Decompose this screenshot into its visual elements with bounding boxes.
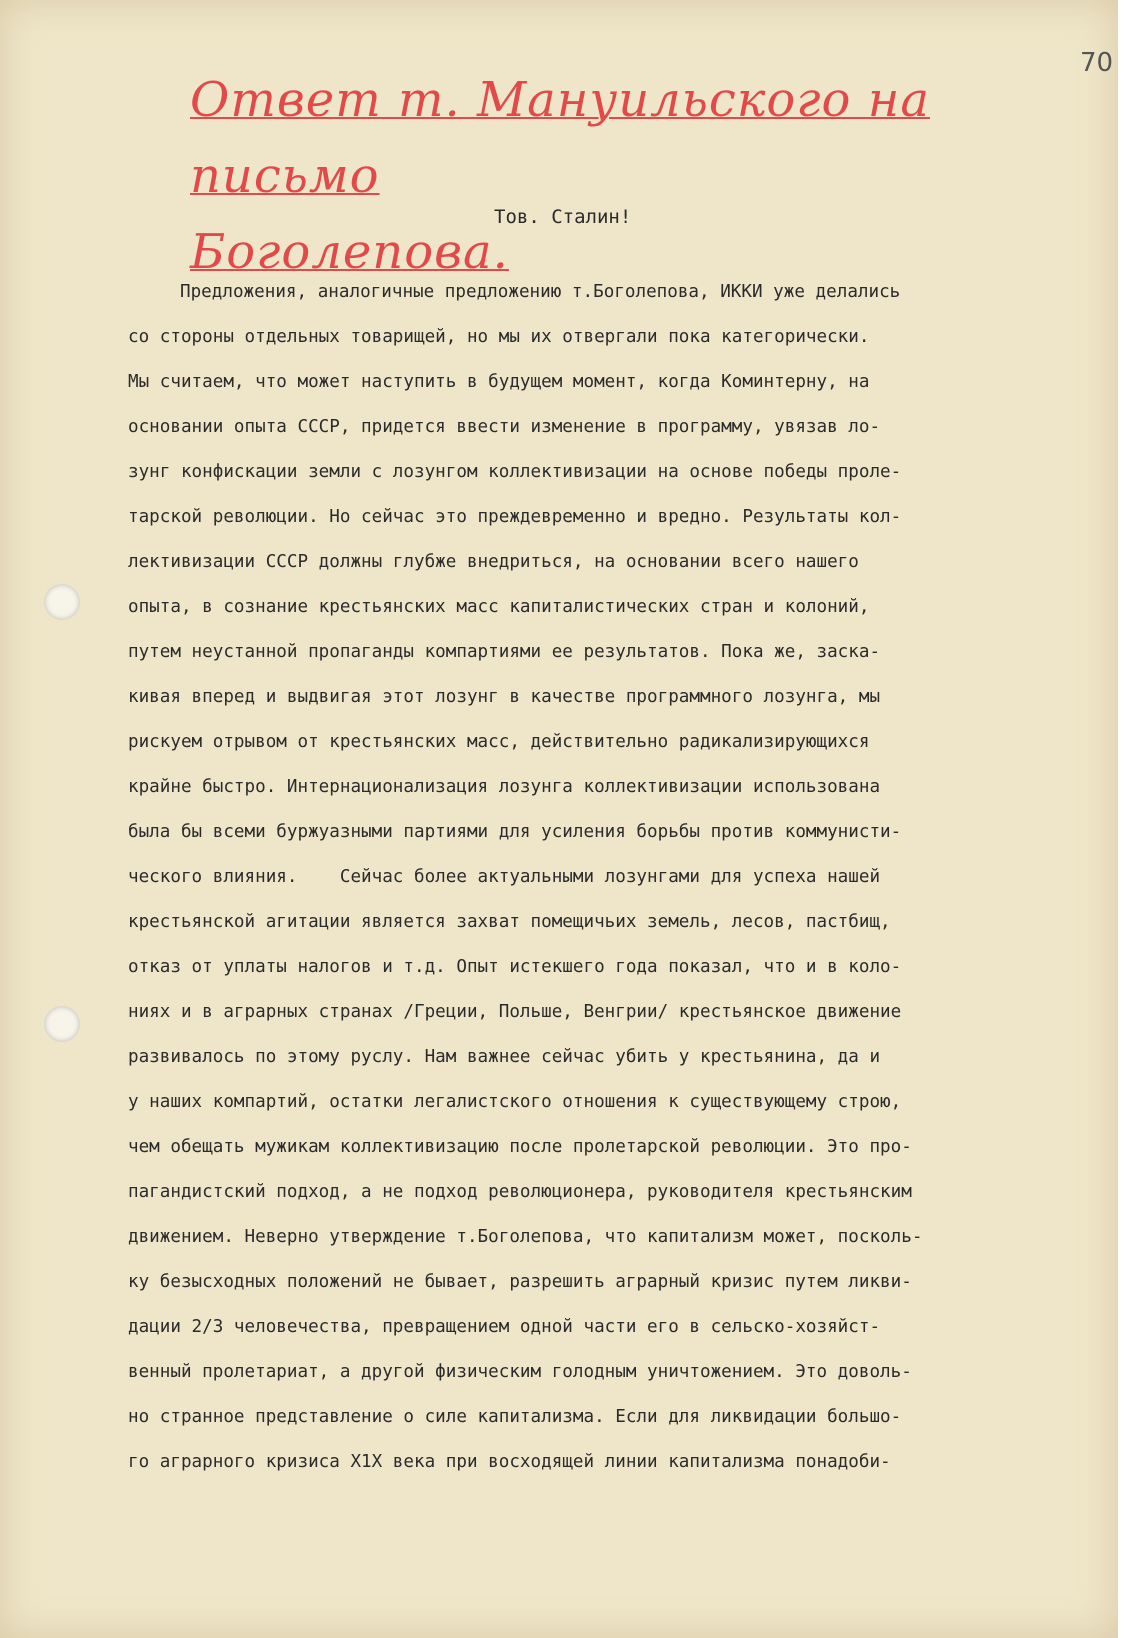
text-line: го аграрного кризиса Х1Х века при восходящей линии капитализма понадоби-	[128, 1452, 891, 1472]
text-line: ку безысходных положений не бывает, разрешить аграрный кризис путем ликви-	[128, 1272, 912, 1292]
text-line: ниях и в аграрных странах /Греции, Польше, Венгрии/ крестьянское движение	[128, 1002, 902, 1022]
text-line: крестьянской агитации является захват помещичьих земель, лесов, пастбищ,	[128, 912, 891, 932]
text-line: венный пролетариат, а другой физическим голодным уничтожением. Это доволь-	[128, 1362, 912, 1382]
text-line: основании опыта СССР, придется ввести изменение в программу, увязав ло-	[128, 417, 881, 437]
text-line: развивалось по этому руслу. Нам важнее сейчас убить у крестьянина, да и	[128, 1047, 881, 1067]
text-line: опыта, в сознание крестьянских масс капиталистических стран и колоний,	[128, 597, 870, 617]
punch-hole	[44, 1006, 80, 1042]
text-line: со стороны отдельных товарищей, но мы их отвергали пока категорически.	[128, 327, 870, 347]
text-line: путем неустанной пропаганды компартиями ее результатов. Пока же, заска-	[128, 642, 881, 662]
greeting: Тов. Сталин!	[494, 206, 632, 228]
text-line: кивая вперед и выдвигая этот лозунг в качестве программного лозунга, мы	[128, 687, 881, 707]
text-line: Мы считаем, что может наступить в будущем момент, когда Коминтерну, на	[128, 372, 870, 392]
text-line: была бы всеми буржуазными партиями для усиления борьбы против коммунисти-	[128, 822, 902, 842]
page-number: 70	[1080, 48, 1114, 78]
handwritten-note	[190, 62, 1090, 290]
letter-body	[128, 270, 1088, 1485]
text-line: тарской революции. Но сейчас это преждевременно и вредно. Результаты кол-	[128, 507, 902, 527]
handwritten-note-line-2: Боголепова.	[190, 224, 509, 280]
text-line: Предложения, аналогичные предложению т.Боголепова, ИККИ уже делались	[180, 282, 901, 302]
handwritten-note-line-1: Ответ т. Мануильского на письмо	[190, 72, 930, 204]
text-line: но странное представление о силе капитализма. Если для ликвидации большо-	[128, 1407, 902, 1427]
text-line: отказ от уплаты налогов и т.д. Опыт истекшего года показал, что и в коло-	[128, 957, 902, 977]
text-line: зунг конфискации земли с лозунгом коллективизации на основе победы проле-	[128, 462, 902, 482]
text-line: движением. Неверно утверждение т.Боголепова, что капитализм может, посколь-	[128, 1227, 923, 1247]
text-line: рискуем отрывом от крестьянских масс, действительно радикализирующихся	[128, 732, 870, 752]
text-line: пагандистский подход, а не подход революционера, руководителя крестьянским	[128, 1182, 912, 1202]
text-line: дации 2/3 человечества, превращением одной части его в сельско-хозяйст-	[128, 1317, 881, 1337]
punch-hole	[44, 584, 80, 620]
text-line: лективизации СССР должны глубже внедриться, на основании всего нашего	[128, 552, 859, 572]
text-line: чем обещать мужикам коллективизацию после пролетарской революции. Это про-	[128, 1137, 912, 1157]
text-line: у наших компартий, остатки легалистского отношения к существующему строю,	[128, 1092, 902, 1112]
text-line: ческого влияния. Сейчас более актуальными лозунгами для успеха нашей	[128, 867, 881, 887]
text-line: крайне быстро. Интернационализация лозунга коллективизации использована	[128, 777, 881, 797]
